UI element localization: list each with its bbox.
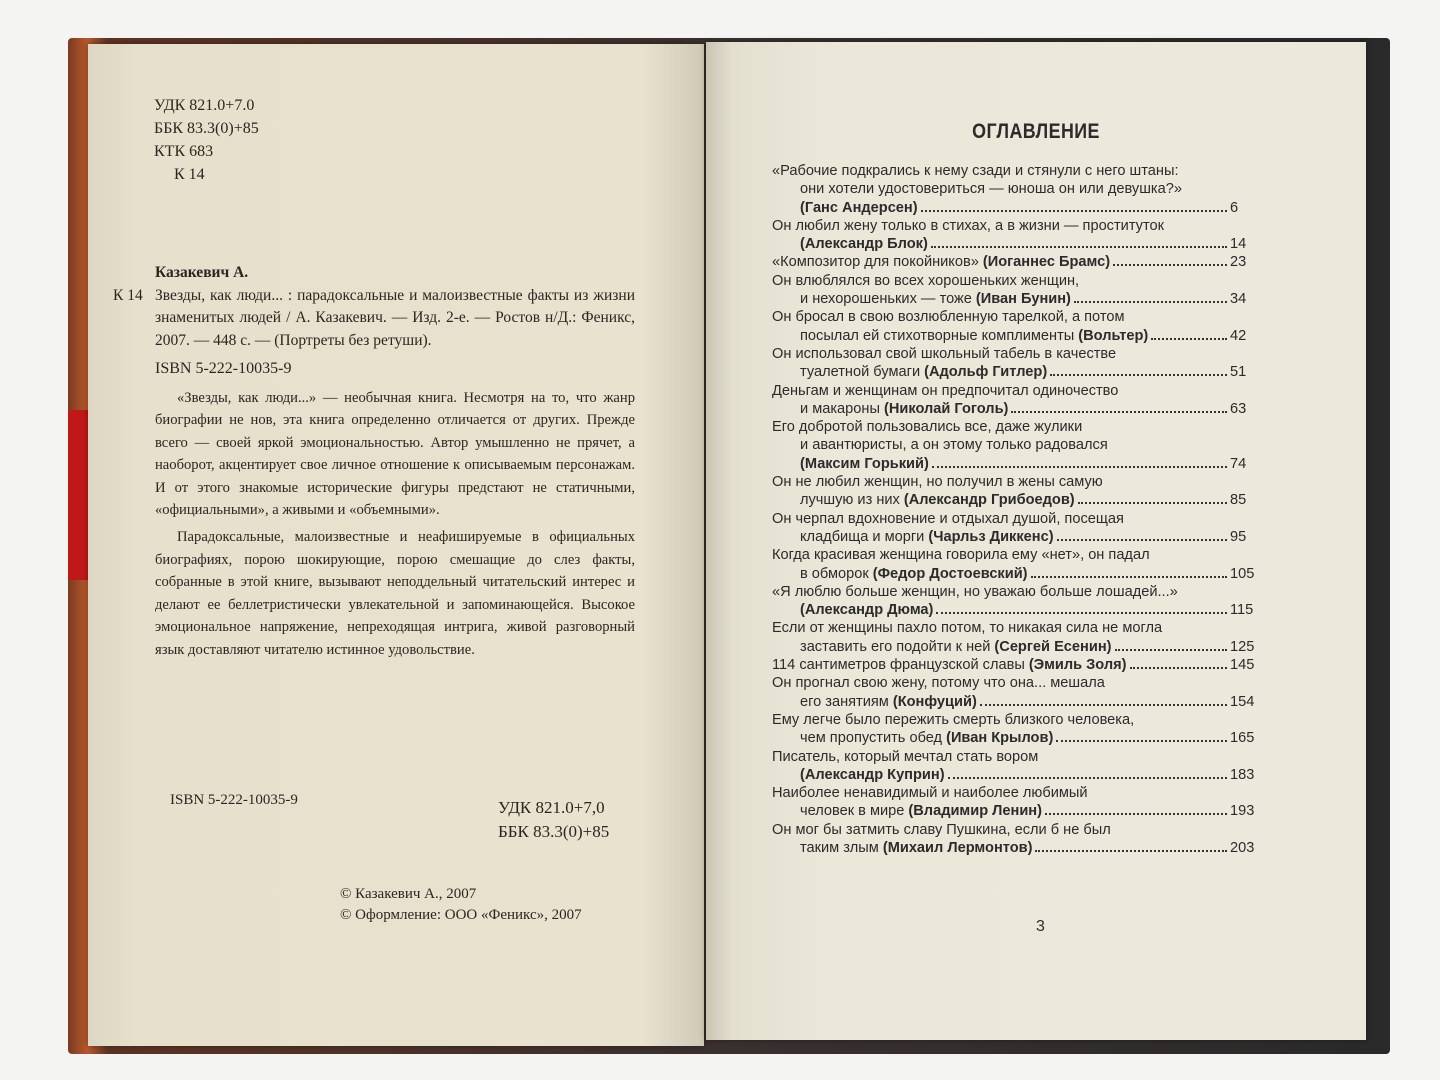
toc-entry-page: 42 bbox=[1230, 327, 1247, 344]
copyright-author: © Казакевич А., 2007 bbox=[340, 886, 477, 902]
toc-entry bbox=[772, 382, 1256, 419]
toc-entry-person: (Александр Грибоедов) bbox=[903, 492, 1075, 509]
toc-entry-line: Он влюблялся во всех хорошеньких женщин, bbox=[772, 272, 1080, 289]
toc-entry-line: Его добротой пользовались все, даже жулики bbox=[772, 419, 1083, 436]
toc-entry-line: «Рабочие подкрались к нему сзади и стянули с него штаны: bbox=[772, 163, 1179, 179]
toc-entry-line: Он любил жену только в стихах, а в жизни — проституток bbox=[772, 217, 1164, 234]
toc-entry bbox=[772, 345, 1256, 382]
bottom-isbn: ISBN 5-222-10035-9 bbox=[170, 792, 298, 808]
toc-entry-last-line bbox=[772, 290, 1256, 308]
toc-entry bbox=[772, 510, 1256, 547]
toc-leader-dots bbox=[1031, 566, 1227, 578]
toc-entry-line: Он прогнал свою жену, потому что она... мешала bbox=[772, 675, 1105, 692]
toc-entry-text: его занятиям bbox=[800, 693, 889, 710]
toc-leader-dots bbox=[1115, 639, 1228, 651]
toc-entry-page: 145 bbox=[1230, 657, 1255, 674]
toc-entry-line: они хотели удостовериться — юноша он или девушка?» bbox=[800, 181, 1182, 198]
toc-entry-page: 95 bbox=[1230, 528, 1247, 545]
toc-entry-line: Когда красивая женщина говорила ему «нет», он падал bbox=[772, 547, 1150, 564]
toc-entry-text: и макароны bbox=[800, 400, 880, 417]
toc-entry-text: лучшую из них bbox=[800, 492, 900, 509]
bibliographic-description: Звезды, как люди... : парадоксальные и малоизвестные факты из жизни знаменитых людей / А. Казакевич. — Изд. 2-е. — Ростов н/Д.: Феникс, 2007. — 448 с. — (Портреты без ретуши). bbox=[155, 286, 635, 349]
toc-entry bbox=[772, 583, 1256, 620]
toc-leader-dots bbox=[1035, 840, 1227, 852]
bottom-codes bbox=[498, 796, 609, 844]
toc-entry bbox=[772, 473, 1256, 510]
toc-entry bbox=[772, 308, 1256, 345]
annotation-paragraph: «Звезды, как люди...» — необычная книга. Несмотря на то, что жанр биографии не нов, эта книга определенно отличается от других. Прежде всего — своей яркой эмоциональностью. Автор умышленно не прячет, а наоборот, акцентирует свое личное отношение к описываемым персонажам. И от этого знакомые исторические фигуры предстают не статичными, «официальными», а живыми и «объемными». bbox=[155, 389, 635, 519]
toc-entry bbox=[772, 784, 1256, 821]
bottom-bbk: ББК 83.3(0)+85 bbox=[498, 822, 610, 841]
toc-entry-line: и авантюристы, а он этому только радовался bbox=[800, 437, 1108, 454]
toc-entry-person: (Адольф Гитлер) bbox=[924, 364, 1048, 381]
toc-entry-line: Наиболее ненавидимый и наиболее любимый bbox=[772, 785, 1088, 802]
toc-entry-person: (Сергей Есенин) bbox=[994, 638, 1112, 655]
toc-title: ОГЛАВЛЕНИЕ bbox=[972, 120, 1100, 143]
toc-entry bbox=[772, 619, 1256, 656]
toc-leader-dots bbox=[1078, 492, 1227, 504]
toc-entry-last-line bbox=[772, 363, 1256, 381]
toc-entry-person: (Максим Горький) bbox=[800, 455, 929, 472]
toc-leader-dots bbox=[1057, 529, 1227, 541]
toc-entry-line: Ему легче было пережить смерть близкого человека, bbox=[772, 711, 1135, 728]
toc-entry-page: 23 bbox=[1230, 254, 1247, 271]
toc-entry-person: (Эмиль Золя) bbox=[1028, 657, 1127, 674]
bbk-code: ББК 83.3(0)+85 bbox=[154, 120, 259, 137]
toc-entry-person: (Николай Гоголь) bbox=[883, 400, 1009, 417]
toc-entry-last-line bbox=[772, 455, 1256, 473]
toc-entry-person: (Александр Блок) bbox=[800, 236, 928, 253]
toc-leader-dots bbox=[921, 200, 1227, 212]
toc-entry-last-line bbox=[772, 802, 1256, 820]
udk-code: УДК 821.0+7.0 bbox=[154, 97, 255, 114]
toc-entry bbox=[772, 546, 1256, 583]
toc-entry-page: 203 bbox=[1230, 839, 1255, 856]
toc-entry-text: «Композитор для покойников» bbox=[772, 254, 979, 271]
toc-entry-line: Он использовал свой школьный табель в качестве bbox=[772, 345, 1117, 362]
toc-leader-dots bbox=[1011, 401, 1227, 413]
toc-entry bbox=[772, 162, 1256, 217]
annotation-paragraph: Парадоксальные, малоизвестные и неафишируемые в официальных биографиях, порою шокирующие, порою смешащие до слез факты, собранные в этой книге, вызывают неподдельный читательский интерес и делают ее беллетристически увлекательной и запоминающейся. Высокое эмоциональное напряжение, непреходящая интрига, живой разговорный язык доставляют читателю истинное удовольствие. bbox=[155, 529, 635, 659]
toc-entry-page: 34 bbox=[1230, 291, 1247, 308]
toc-entry-last-line bbox=[772, 766, 1256, 784]
toc-leader-dots bbox=[948, 767, 1227, 779]
toc-entry bbox=[772, 253, 1256, 271]
toc-entry-person: (Федор Достоевский) bbox=[872, 565, 1028, 582]
toc-entry-text: заставить его подойти к ней bbox=[800, 638, 991, 655]
bibliographic-record bbox=[113, 262, 635, 662]
toc-entry-text: таким злым bbox=[800, 839, 879, 856]
author-mark-margin: К 14 bbox=[113, 287, 143, 304]
toc-entry-page: 85 bbox=[1230, 492, 1247, 509]
toc-entry-person: (Михаил Лермонтов) bbox=[882, 839, 1033, 856]
toc-entry-page: 183 bbox=[1230, 766, 1255, 783]
toc-leader-dots bbox=[980, 694, 1227, 706]
toc-entry-page: 125 bbox=[1230, 638, 1255, 655]
copyright-design: © Оформление: ООО «Феникс», 2007 bbox=[340, 907, 582, 923]
toc-leader-dots bbox=[1045, 803, 1227, 815]
toc-entry-person: (Чарльз Диккенс) bbox=[928, 528, 1054, 545]
toc-entry-page: 165 bbox=[1230, 730, 1255, 747]
toc-entry-last-line bbox=[772, 601, 1256, 619]
ktk-code: КТК 683 bbox=[154, 143, 214, 160]
toc-entry bbox=[772, 711, 1256, 748]
toc-leader-dots bbox=[1151, 328, 1227, 340]
toc-entry-last-line bbox=[772, 839, 1256, 857]
toc-entry-last-line bbox=[772, 327, 1256, 345]
left-page bbox=[88, 44, 704, 1046]
toc-entry-page: 115 bbox=[1230, 602, 1254, 619]
toc-entry-page: 63 bbox=[1230, 400, 1247, 417]
toc-entry bbox=[772, 418, 1256, 473]
right-page bbox=[706, 42, 1366, 1040]
toc-entry-text: в обморок bbox=[800, 565, 869, 582]
toc-entry-person: (Иван Бунин) bbox=[975, 291, 1071, 308]
toc-entry-line: Он не любил женщин, но получил в жены самую bbox=[772, 474, 1103, 491]
bottom-udk: УДК 821.0+7,0 bbox=[498, 798, 605, 817]
table-of-contents bbox=[772, 162, 1256, 857]
toc-entry-last-line bbox=[772, 693, 1256, 711]
toc-entry-last-line bbox=[772, 528, 1256, 546]
toc-entry bbox=[772, 217, 1256, 254]
toc-entry-last-line bbox=[772, 565, 1256, 583]
toc-entry bbox=[772, 821, 1256, 858]
toc-entry-text: человек в мире bbox=[800, 803, 905, 820]
toc-leader-dots bbox=[1056, 730, 1227, 742]
toc-entry-page: 6 bbox=[1230, 199, 1239, 216]
isbn: ISBN 5-222-10035-9 bbox=[155, 360, 292, 377]
toc-entry-last-line bbox=[772, 235, 1256, 253]
toc-entry-line: Он черпал вдохновение и отдыхал душой, посещая bbox=[772, 510, 1124, 527]
toc-entry-page: 154 bbox=[1230, 693, 1255, 710]
toc-leader-dots bbox=[932, 456, 1227, 468]
toc-leader-dots bbox=[1130, 657, 1228, 669]
toc-entry-line: Деньгам и женщинам он предпочитал одиночество bbox=[772, 382, 1119, 399]
toc-leader-dots bbox=[936, 602, 1227, 614]
classification-codes bbox=[154, 94, 259, 186]
toc-entry bbox=[772, 748, 1256, 785]
toc-entry-person: (Вольтер) bbox=[1078, 327, 1149, 344]
toc-entry-last-line bbox=[772, 491, 1256, 509]
toc-entry-line: Он мог бы затмить славу Пушкина, если б не был bbox=[772, 821, 1111, 838]
toc-entry-page: 193 bbox=[1230, 803, 1255, 820]
toc-entry bbox=[772, 272, 1256, 309]
toc-leader-dots bbox=[1074, 291, 1227, 303]
toc-entry-text: посылал ей стихотворные комплименты bbox=[800, 327, 1075, 344]
toc-entry-text: туалетной бумаги bbox=[800, 364, 921, 381]
toc-entry-last-line bbox=[772, 656, 1256, 674]
copyright bbox=[340, 884, 582, 926]
toc-entry bbox=[772, 674, 1256, 711]
toc-entry-line: Он бросал в свою возлюбленную тарелкой, а потом bbox=[772, 309, 1125, 326]
toc-entry-last-line bbox=[772, 253, 1256, 271]
toc-entry-text: и нехорошеньких — тоже bbox=[800, 291, 972, 308]
toc-entry-last-line bbox=[772, 729, 1256, 747]
toc-entry-last-line bbox=[772, 638, 1256, 656]
page-number: 3 bbox=[1036, 918, 1045, 935]
toc-leader-dots bbox=[931, 236, 1227, 248]
toc-entry-page: 51 bbox=[1230, 364, 1247, 381]
toc-entry-person: (Иоганнес Брамс) bbox=[982, 254, 1111, 271]
toc-entry-line: Писатель, который мечтал стать вором bbox=[772, 748, 1039, 765]
toc-entry bbox=[772, 656, 1256, 674]
toc-entry-text: 114 сантиметров французской славы bbox=[772, 657, 1025, 674]
toc-entry-person: (Ганс Андерсен) bbox=[800, 199, 918, 216]
toc-entry-person: (Александр Куприн) bbox=[800, 766, 945, 783]
toc-entry-text: кладбища и морги bbox=[800, 528, 925, 545]
toc-entry-last-line bbox=[772, 400, 1256, 418]
author-name: Казакевич А. bbox=[155, 264, 249, 281]
toc-entry-person: (Владимир Ленин) bbox=[908, 803, 1042, 820]
toc-leader-dots bbox=[1113, 254, 1227, 266]
toc-entry-page: 74 bbox=[1230, 455, 1247, 472]
toc-entry-last-line bbox=[772, 199, 1256, 217]
toc-entry-person: (Конфуций) bbox=[892, 693, 977, 710]
toc-entry-person: (Иван Крылов) bbox=[946, 730, 1054, 747]
toc-entry-page: 105 bbox=[1230, 565, 1255, 582]
author-mark: К 14 bbox=[174, 166, 205, 183]
toc-entry-line: Если от женщины пахло потом, то никакая сила не могла bbox=[772, 620, 1163, 637]
toc-entry-page: 14 bbox=[1230, 236, 1247, 253]
toc-entry-text: чем пропустить обед bbox=[800, 730, 943, 747]
toc-entry-person: (Александр Дюма) bbox=[800, 602, 934, 619]
toc-entry-line: «Я люблю больше женщин, но уважаю больше лошадей...» bbox=[772, 583, 1178, 600]
toc-leader-dots bbox=[1050, 364, 1227, 376]
